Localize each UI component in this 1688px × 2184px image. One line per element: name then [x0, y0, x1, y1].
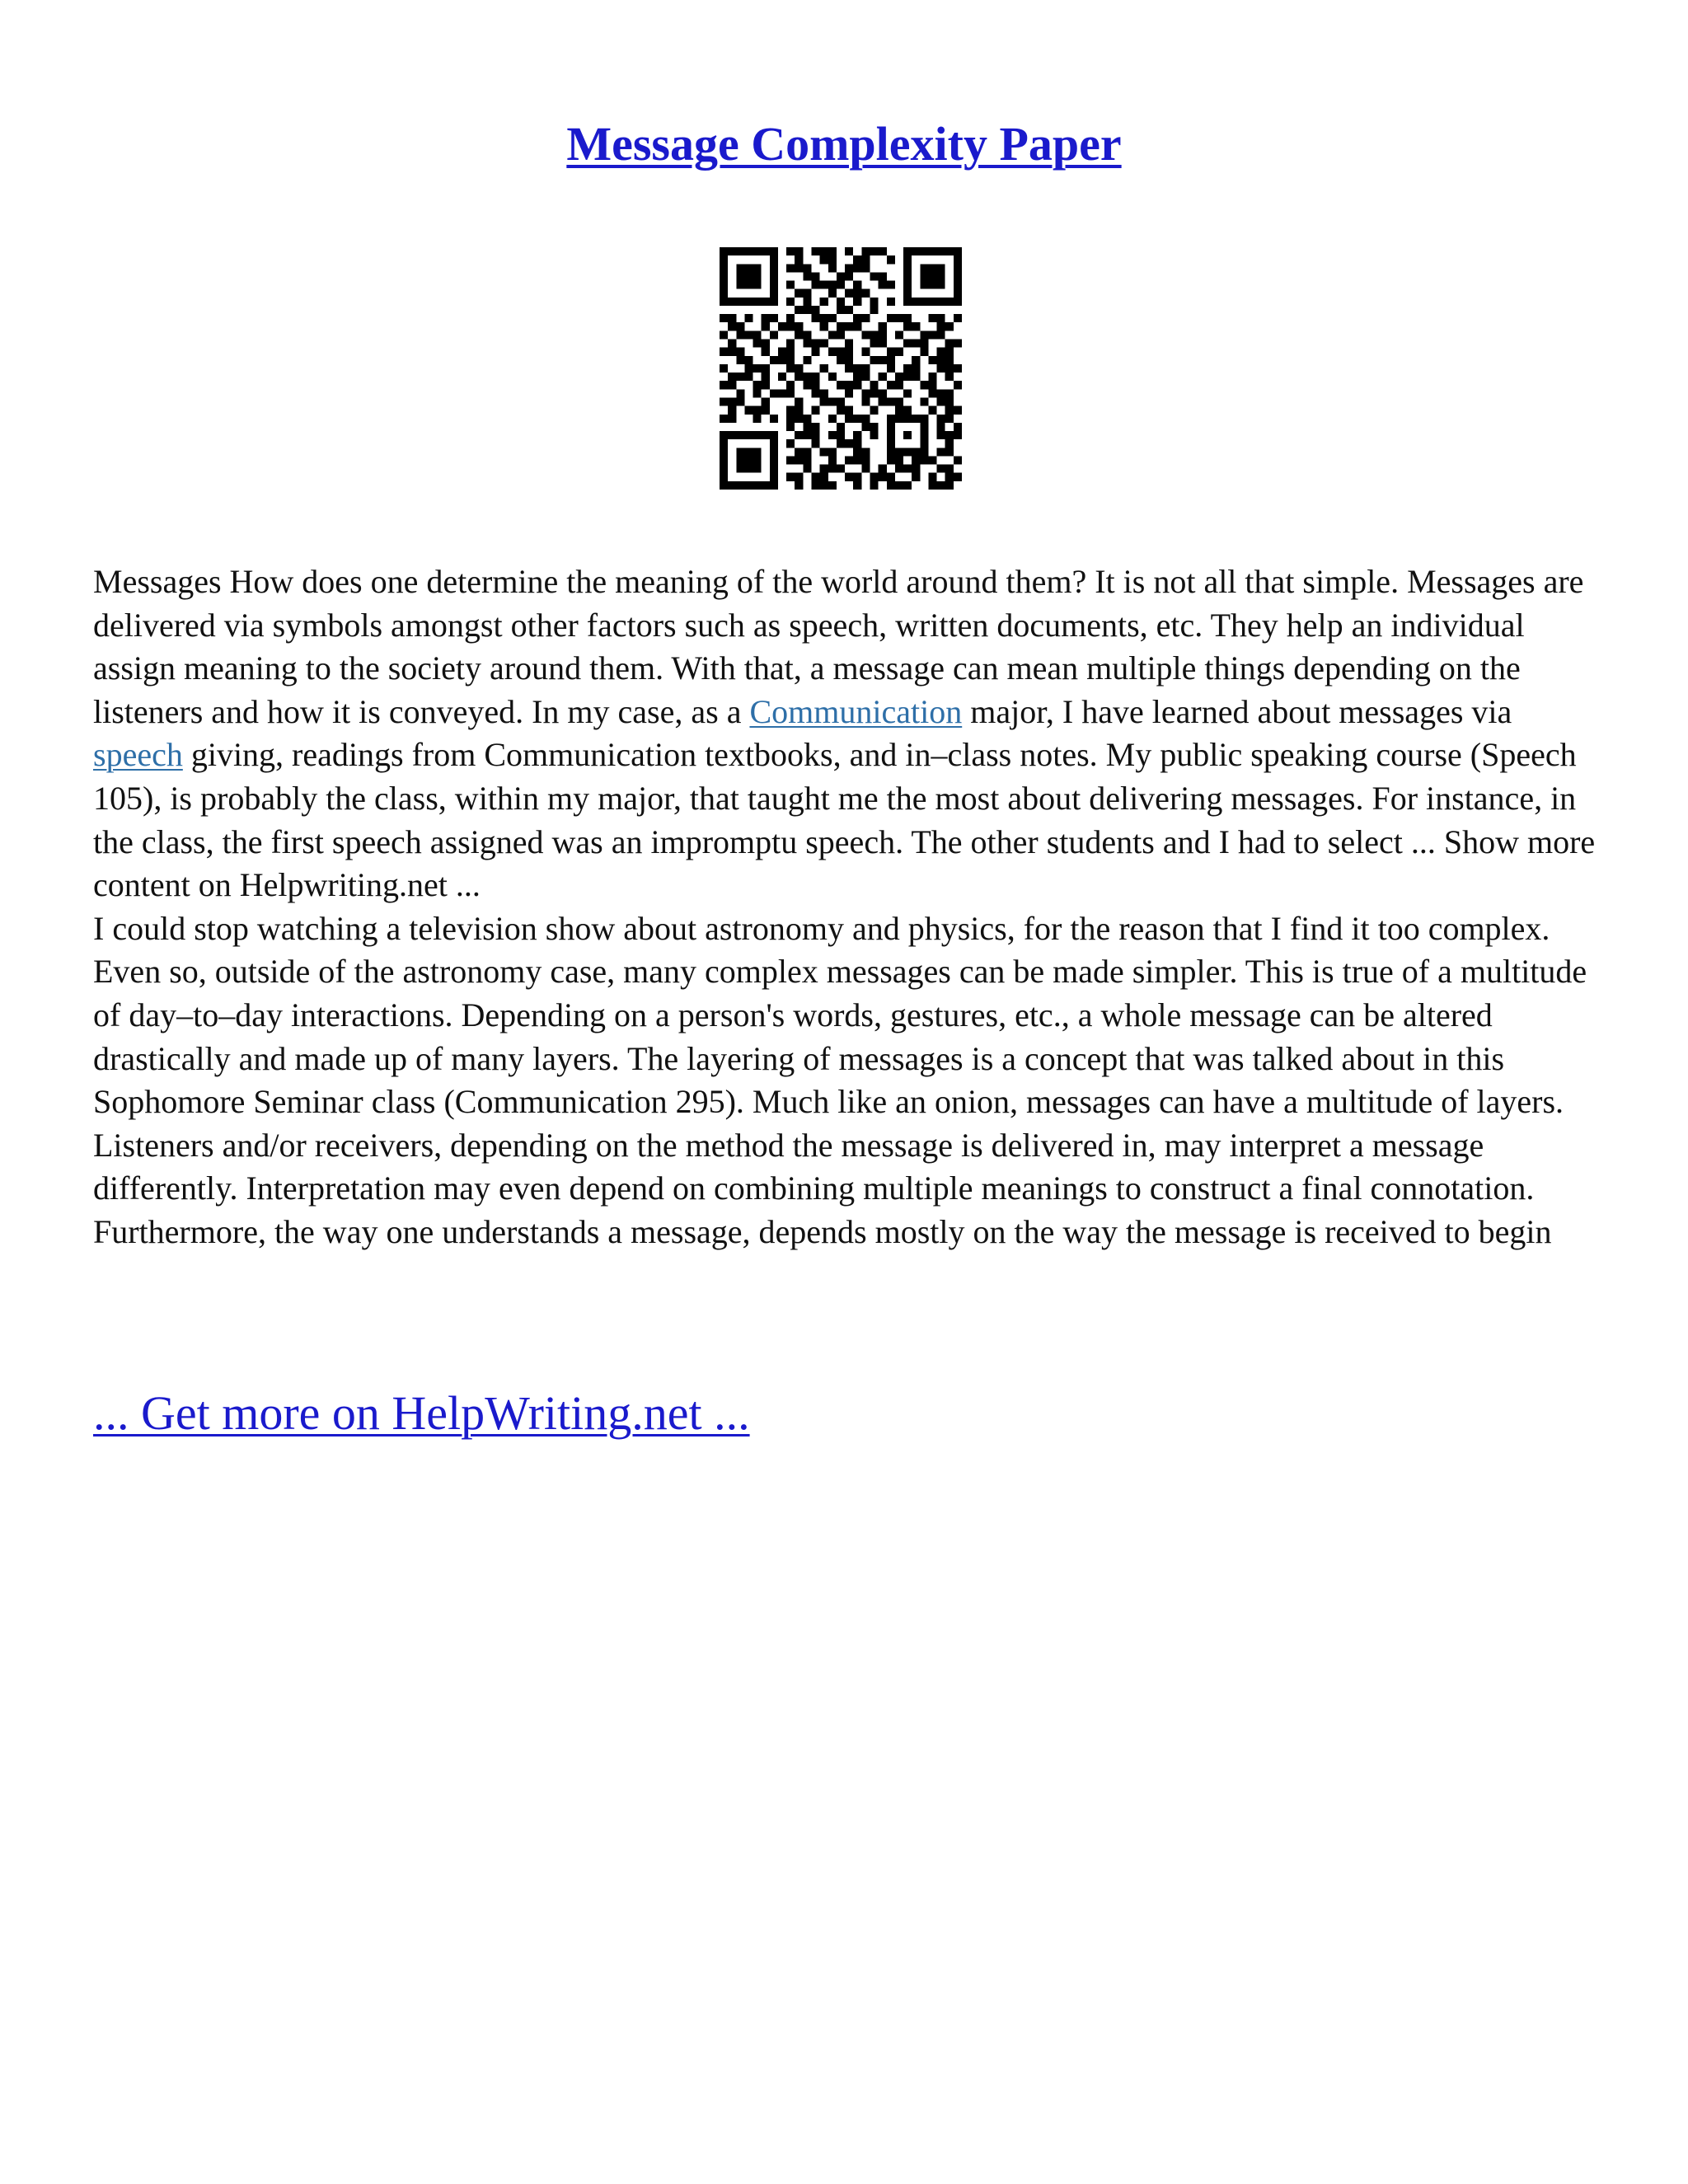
article-body: [93, 560, 1601, 1254]
more-link-container: [93, 1385, 750, 1442]
page-title-link[interactable]: Message Complexity Paper: [566, 117, 1122, 171]
paragraph-1-text-c: giving, readings from Communication textbooks, and in–class notes. My public speaking course (Speech 105), is probably the class, within my major, that taught me the most about delivering messages. For instance, in the class, the first speech assigned was an impromptu speech. The other students and I had to select ... Show more content on Helpwriting.net ...: [93, 736, 1596, 904]
paragraph-1: [93, 560, 1601, 907]
communication-link[interactable]: Communication: [749, 692, 963, 730]
qr-code-icon: [720, 247, 962, 490]
paragraph-1-text-b: major, I have learned about messages via: [962, 692, 1512, 730]
paragraph-1-text-a: Messages How does one determine the meaning of the world around them? It is not all that simple. Messages are delivered via symbols amongst other factors such as speech, written documents, etc. They help an individual assign meaning to the society around them. With that, a message can mean multiple things depending on the listeners and how it is conveyed. In my case, as a: [93, 563, 1584, 730]
paragraph-2: I could stop watching a television show about astronomy and physics, for the reason that I find it too complex. Even so, outside of the astronomy case, many complex messages can be made simpler. This is true of a multitude of day–to–day interactions. Depending on a person's words, gestures, etc., a whole message can be altered drastically and made up of many layers. The layering of messages is a concept that was talked about in this Sophomore Seminar class (Communication 295). Much like an onion, messages can have a multitude of layers. Listeners and/or receivers, depending on the method the message is delivered in, may interpret a message differently. Interpretation may even depend on combining multiple meanings to construct a final connotation. Furthermore, the way one understands a message, depends mostly on the way the message is received to begin: [93, 909, 1587, 1250]
title-container: [0, 115, 1688, 173]
get-more-link[interactable]: ... Get more on HelpWriting.net ...: [93, 1386, 750, 1440]
speech-link[interactable]: speech: [93, 736, 183, 774]
